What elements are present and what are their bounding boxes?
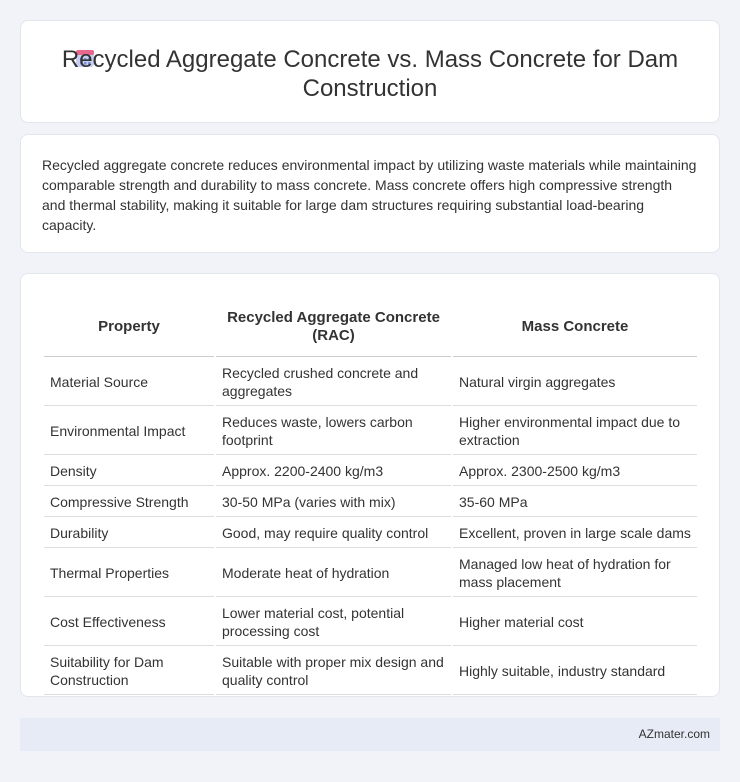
table-cell: Environmental Impact: [44, 408, 214, 455]
table-cell: Thermal Properties: [44, 550, 214, 597]
comparison-table-card: [20, 273, 720, 697]
table-cell: Natural virgin aggregates: [453, 359, 697, 406]
summary-text: Recycled aggregate concrete reduces environmental impact by utilizing waste materials while maintaining comparable strength and durability to mass concrete. Mass concrete offers high compressive strength and thermal stability, making it suitable for large dam structures requiring substantial load-bearing capacity.: [42, 157, 697, 233]
table-cell: Material Source: [44, 359, 214, 406]
table-cell: Higher environmental impact due to extraction: [453, 408, 697, 455]
table-row: [44, 457, 697, 486]
table-cell: Suitable with proper mix design and quality control: [216, 648, 451, 695]
table-row: [44, 488, 697, 517]
table-cell: Compressive Strength: [44, 488, 214, 517]
table-cell: Lower material cost, potential processing cost: [216, 599, 451, 646]
table-cell: Approx. 2300-2500 kg/m3: [453, 457, 697, 486]
column-header-mass-concrete: Mass Concrete: [453, 297, 697, 357]
table-row: [44, 599, 697, 646]
table-cell: Moderate heat of hydration: [216, 550, 451, 597]
table-cell: Managed low heat of hydration for mass placement: [453, 550, 697, 597]
column-header-rac: Recycled Aggregate Concrete (RAC): [216, 297, 451, 357]
table-row: [44, 359, 697, 406]
table-cell: 30-50 MPa (varies with mix): [216, 488, 451, 517]
table-cell: Approx. 2200-2400 kg/m3: [216, 457, 451, 486]
table-header-row: [44, 297, 697, 357]
comparison-table: [42, 295, 699, 697]
table-cell: Excellent, proven in large scale dams: [453, 519, 697, 548]
table-cell: Suitability for Dam Construction: [44, 648, 214, 695]
footer: [20, 718, 720, 751]
table-cell: Cost Effectiveness: [44, 599, 214, 646]
table-row: [44, 408, 697, 455]
table-cell: Durability: [44, 519, 214, 548]
table-cell: Highly suitable, industry standard: [453, 648, 697, 695]
column-header-property: Property: [44, 297, 214, 357]
title-card: [20, 20, 720, 123]
table-cell: Good, may require quality control: [216, 519, 451, 548]
table-row: [44, 550, 697, 597]
table-cell: Higher material cost: [453, 599, 697, 646]
table-cell: Density: [44, 457, 214, 486]
footer-brand: AZmater.com: [638, 727, 710, 741]
table-cell: Reduces waste, lowers carbon footprint: [216, 408, 451, 455]
table-cell: 35-60 MPa: [453, 488, 697, 517]
table-cell: Recycled crushed concrete and aggregates: [216, 359, 451, 406]
page-title: Recycled Aggregate Concrete vs. Mass Concrete for Dam Construction: [61, 46, 679, 102]
table-row: [44, 648, 697, 695]
summary-card: [20, 134, 720, 253]
table-row: [44, 519, 697, 548]
